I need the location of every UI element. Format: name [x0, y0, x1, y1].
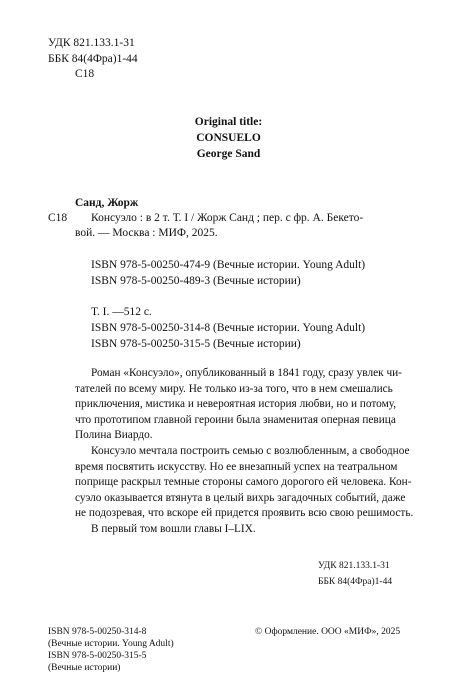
original-title-label: Original title:: [194, 116, 263, 128]
record-line-2: вой. — Москва : МИФ, 2025.: [75, 227, 218, 239]
annotation-line: Полина Виардо.: [75, 429, 153, 442]
annotation-line: поприще раскрыл темные стороны самого дорогого ей человека. Кон-: [75, 476, 412, 489]
annotation-line: время посвятить искусству. Но ее внезапный успех на театральном: [75, 460, 398, 473]
annotation-line: приключения, мистика и невероятная история любви, но и потому,: [75, 398, 397, 411]
footer-bbk-code: ББК 84(4Фра)1-44: [318, 577, 393, 587]
record-line-1: Консуэло : в 2 т. Т. I / Жорж Санд ; пер. с фр. А. Бекето-: [91, 212, 364, 224]
isbn-set-1: ISBN 978-5-00250-474-9 (Вечные истории. Young Adult): [91, 259, 366, 271]
bottom-isbn-line: (Вечные истории. Young Adult): [48, 639, 174, 649]
isbn-vol-1: ISBN 978-5-00250-314-8 (Вечные истории. Young Adult): [91, 322, 366, 334]
bottom-isbn-line: (Вечные истории): [48, 663, 121, 673]
original-author: George Sand: [196, 148, 261, 160]
original-title: CONSUELO: [196, 132, 261, 144]
annotation-line: суэло оказывается втянута в целый вихрь загадочных событий, даже: [75, 491, 406, 504]
isbn-vol-2: ISBN 978-5-00250-315-5 (Вечные истории): [91, 338, 301, 350]
annotation-line: что прототипом главной героини была знаменитая оперная певица: [75, 413, 396, 426]
bbk-code: ББК 84(4Фра)1-44: [48, 53, 138, 65]
annotation-line: В первый том вошли главы I–LIX.: [91, 523, 256, 535]
isbn-set-2: ISBN 978-5-00250-489-3 (Вечные истории): [91, 275, 301, 287]
author-mark: С18: [75, 68, 95, 80]
copyright-notice: © Оформление. ООО «МИФ», 2025: [255, 627, 401, 637]
volume-info: Т. I. —512 с.: [91, 306, 152, 318]
annotation-line: тателей по всему миру. Не только из-за того, что в нем смешались: [75, 382, 393, 395]
udk-code: УДК 821.133.1-31: [48, 37, 135, 49]
record-author-heading: Санд, Жорж: [75, 197, 139, 209]
footer-udk-code: УДК 821.133.1-31: [318, 561, 390, 571]
record-author-mark: С18: [48, 212, 68, 224]
annotation-line: Консуэло мечтала построить семью с возлюбленным, а свободное: [91, 445, 410, 457]
bottom-isbn-line: ISBN 978-5-00250-314-8: [48, 627, 147, 637]
annotation-line: не подозревая, что вскоре ей придется проявить всю свою решимость.: [75, 507, 414, 520]
bottom-isbn-line: ISBN 978-5-00250-315-5: [48, 651, 147, 661]
annotation-line: Роман «Консуэло», опубликованный в 1841 году, сразу увлек чи-: [91, 367, 402, 379]
